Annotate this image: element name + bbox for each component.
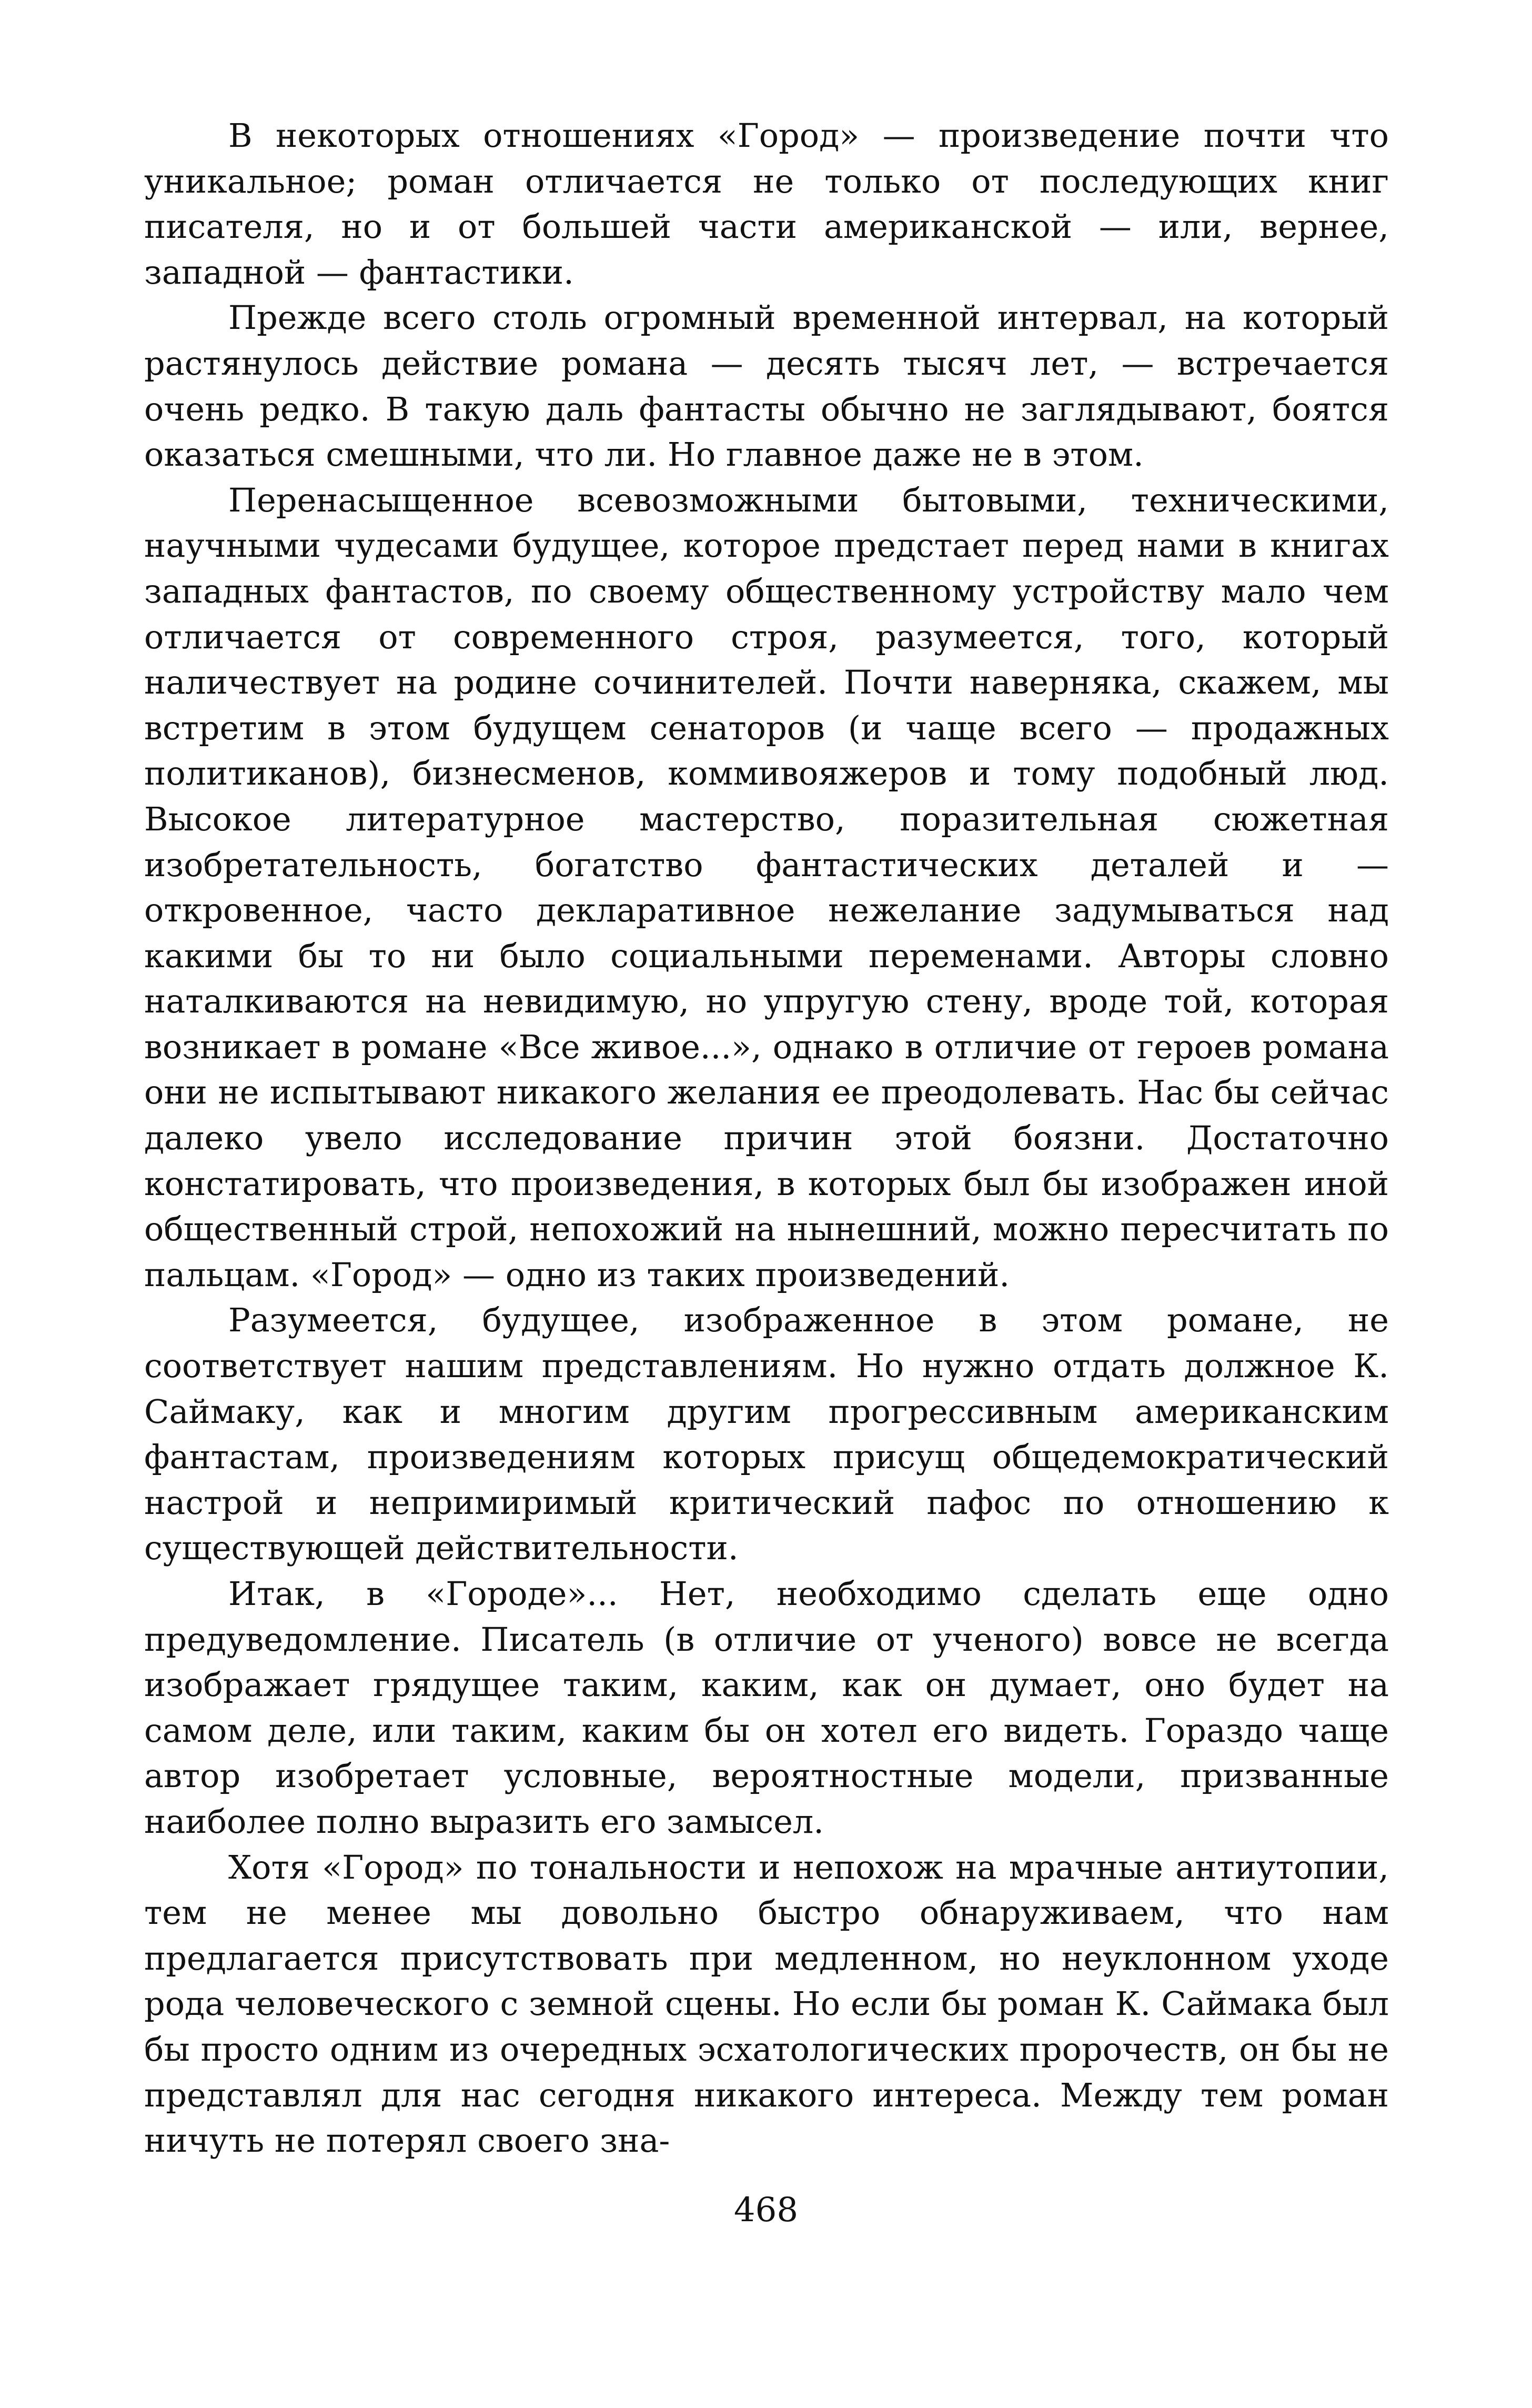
paragraph-6: Хотя «Город» по тональности и непохож на мрачные антиутопии, тем не менее мы довольно быстро обнаруживаем, что нам предлагается присутствовать при медленном, но неуклонном уходе рода человеческого с земной сцены. Но если бы роман К. Саймака был бы просто одним из очередных эсхатологических пророчеств, он бы не представлял для нас сегодня никакого интереса. Между тем роман ничуть не потерял своего зна- [144, 1848, 1389, 2160]
paragraph-3: Перенасыщенное всевозможными бытовыми, техническими, научными чудесами будущее, которое предстает перед нами в книгах западных фантастов, по своему общественному устройству мало чем отличается от современного строя, разумеется, того, который наличествует на родине сочинителей. Почти наверняка, скажем, мы встретим в этом будущем сенаторов (и чаще всего — продажных политиканов), бизнесменов, коммивояжеров и тому подобный люд. Высокое литературное мастерство, поразительная сюжетная изобретательность, богатство фантастических деталей и — откровенное, часто декларативное нежелание задумываться над какими бы то ни было социальными переменами. Авторы словно наталкиваются на невидимую, но упругую стену, вроде той, которая возникает в романе «Все живое...», однако в отличие от героев романа они не испытывают никакого желания ее преодолевать. Нас бы сейчас далеко увело исследование причин этой боязни. Достаточно констатировать, что произведения, в которых был бы изображен иной общественный строй, непохожий на нынешний, можно пересчитать по пальцам. «Город» — одно из таких произведений. [144, 480, 1389, 1294]
paragraph-4: Разумеется, будущее, изображенное в этом романе, не соответствует нашим представлениям. Но нужно отдать должное К. Саймаку, как и многим другим прогрессивным американским фантастам, произведениям которых присущ общедемократический настрой и непримиримый критический пафос по отношению к существующей действительности. [144, 1301, 1389, 1568]
page-number: 468 [733, 2191, 799, 2230]
paragraph-5: Итак, в «Городе»... Нет, необходимо сделать еще одно предуведомление. Писатель (в отличие от ученого) вовсе не всегда изображает грядущее таким, каким, как он думает, оно будет на самом деле, или таким, каким бы он хотел его видеть. Гораздо чаще автор изобретает условные, вероятностные модели, призванные наиболее полно выразить его замысел. [144, 1574, 1389, 1841]
paragraph-2: Прежде всего столь огромный временной интервал, на который растянулось действие романа — десять тысяч лет, — встречается очень редко. В такую даль фантасты обычно не заглядывают, боятся оказаться смешными, что ли. Но главное даже не в этом. [144, 298, 1389, 474]
body-text [144, 113, 1389, 2164]
paragraph-1: В некоторых отношениях «Город» — произведение почти что уникальное; роман отличается не только от последующих книг писателя, но и от большей части американской — или, вернее, западной — фантастики. [144, 116, 1389, 292]
